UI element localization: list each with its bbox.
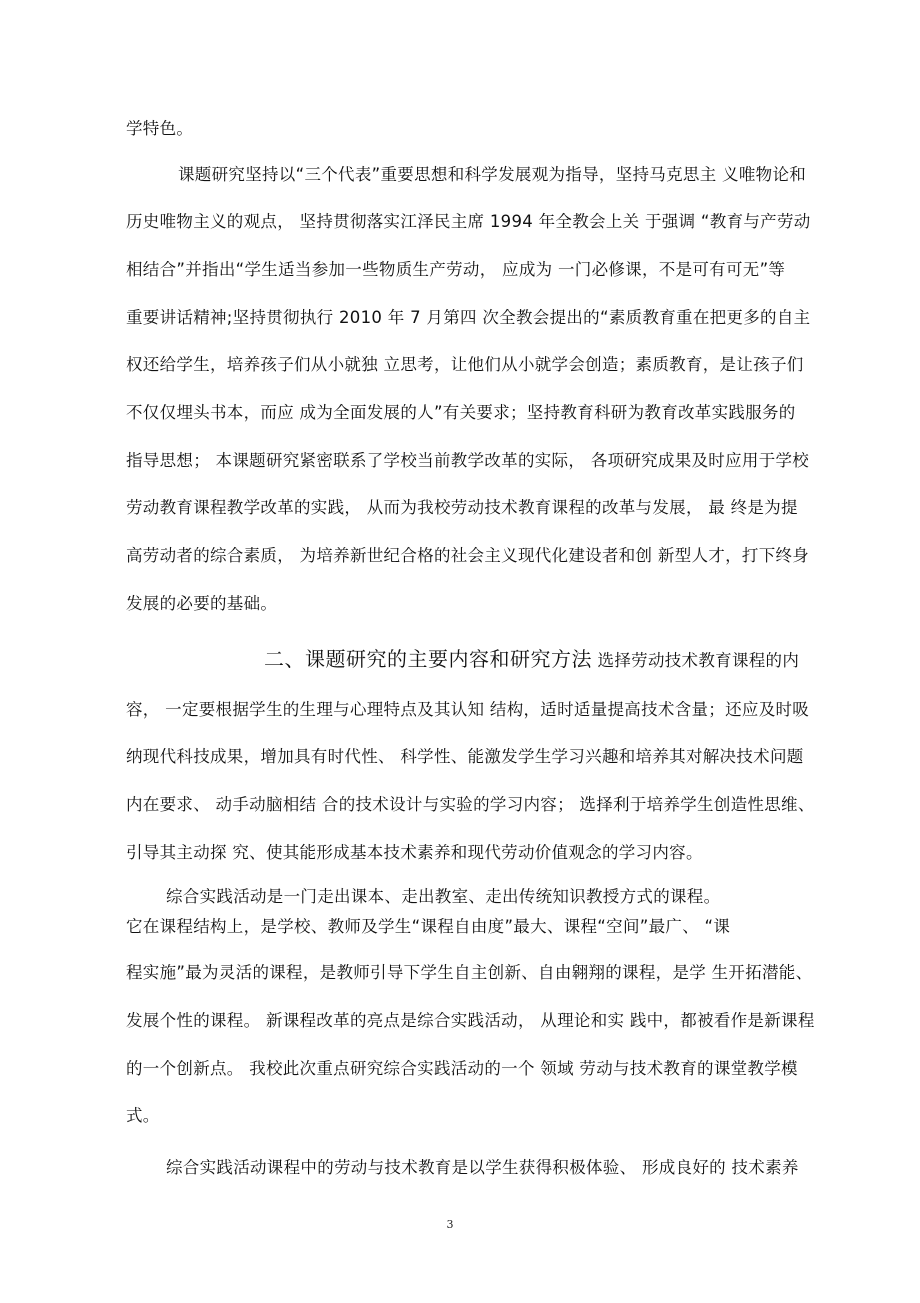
section-heading: 二、课题研究的主要内容和研究方法 xyxy=(264,647,592,671)
text-line: 发展个性的课程。 新课程改革的亮点是综合实践活动， 从理论和实 践中，都被看作是新课程 xyxy=(126,1011,815,1030)
text-line: 指导思想； 本课题研究紧密联系了学校当前教学改革的实际， 各项研究成果及时应用于学校 xyxy=(126,451,810,470)
text-line: 它在课程结构上，是学校、教师及学生“课程自由度”最大、课程“空间”最广、 “课 xyxy=(126,917,731,936)
text-line: 发展的必要的基础。 xyxy=(126,594,278,613)
section-heading-tail: 选择劳动技术教育课程的内 xyxy=(597,651,800,670)
text-line: 不仅仅埋头书本，而应 成为全面发展的人”有关要求；坚持教育科研为教育改革实践服务的 xyxy=(126,403,796,422)
text-line: 综合实践活动是一门走出课本、走出教室、走出传统知识教授方式的课程。 xyxy=(166,887,721,906)
text-line: 课题研究坚持以“三个代表”重要思想和科学发展观为指导，坚持马克思主 义唯物论和 xyxy=(178,165,807,184)
text-line: 纳现代科技成果，增加具有时代性、 科学性、能激发学生学习兴趣和培养其对解决技术问题 xyxy=(126,747,804,766)
text-line: 的一个创新点。 我校此次重点研究综合实践活动的一个 领域 劳动与技术教育的课堂教学模 xyxy=(126,1059,798,1078)
text-line: 历史唯物主义的观点， 坚持贯彻落实江泽民主席 1994 年全教会上关 于强调 “教育与产劳动 xyxy=(126,212,811,231)
text-line: 学特色。 xyxy=(126,119,194,138)
text-line: 劳动教育课程教学改革的实践， 从而为我校劳动技术教育课程的改革与发展， 最 终是为提 xyxy=(126,498,798,517)
section-heading-line xyxy=(264,648,799,672)
text-line: 容， 一定要根据学生的生理与心理特点及其认知 结构，适时适量提高技术含量；还应及时吸 xyxy=(126,700,810,719)
text-line: 式。 xyxy=(126,1106,160,1125)
text-line: 相结合”并指出“学生适当参加一些物质生产劳动， 应成为 一门必修课，不是可有可无”等 xyxy=(126,260,786,279)
text-line: 程实施”最为灵活的课程，是教师引导下学生自主创新、自由翱翔的课程，是学 生开拓潜能、 xyxy=(126,963,813,982)
text-line: 综合实践活动课程中的劳动与技术教育是以学生获得积极体验、 形成良好的 技术素养 xyxy=(166,1158,799,1177)
text-line: 权还给学生，培养孩子们从小就独 立思考，让他们从小就学会创造；素质教育，是让孩子们 xyxy=(126,355,804,374)
text-line: 重要讲话精神;坚持贯彻执行 2010 年 7 月第四 次全教会提出的“素质教育重在把更多的自主 xyxy=(126,308,811,327)
page-number: 3 xyxy=(446,1218,454,1231)
text-line: 内在要求、 动手动脑相结 合的技术设计与实验的学习内容； 选择利于培养学生创造性思维、 xyxy=(126,795,815,814)
text-line: 引导其主动探 究、使其能形成基本技术素养和现代劳动价值观念的学习内容。 xyxy=(126,843,703,862)
text-line: 高劳动者的综合素质， 为培养新世纪合格的社会主义现代化建设者和创 新型人才，打下终身 xyxy=(126,546,810,565)
